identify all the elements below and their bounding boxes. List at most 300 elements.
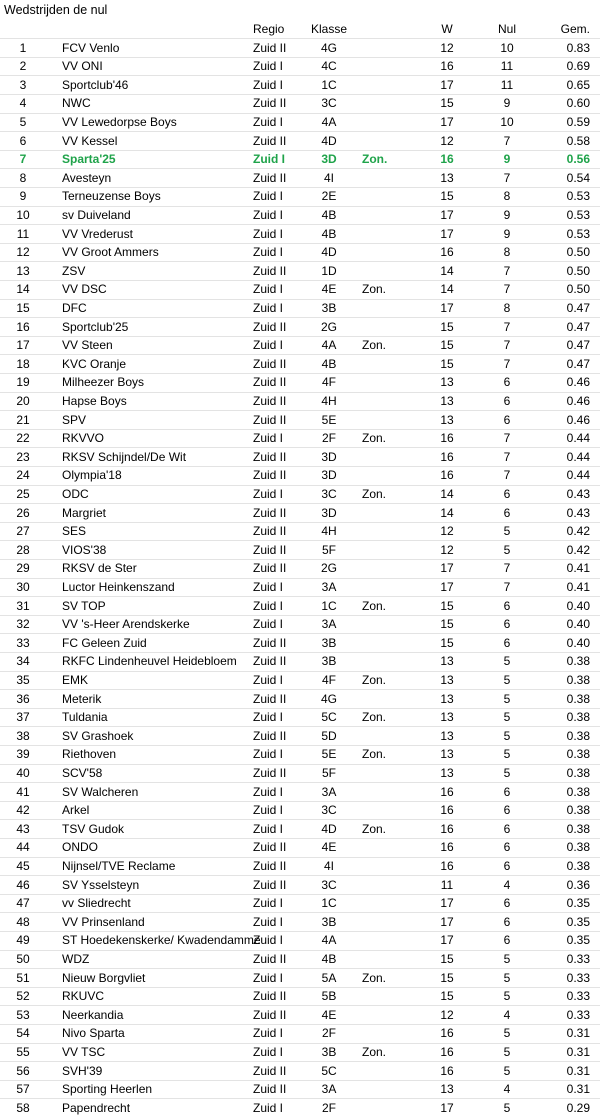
cell-name: VV Steen xyxy=(62,338,113,353)
cell-name: ST Hoedekenskerke/ Kwadendamme xyxy=(62,933,261,948)
cell-nul: 7 xyxy=(503,449,511,464)
cell-regio: Zuid I xyxy=(253,784,284,799)
cell-w: 13 xyxy=(440,654,454,669)
table-row xyxy=(0,373,600,392)
cell-regio: Zuid II xyxy=(253,133,287,148)
cell-name: RKSV de Ster xyxy=(62,561,137,576)
cell-nul: 7 xyxy=(503,356,511,371)
table-row xyxy=(0,76,600,95)
cell-gem: 0.42 xyxy=(566,542,590,557)
cell-note: Zon. xyxy=(362,152,388,167)
table-row xyxy=(0,1080,600,1099)
table-row xyxy=(0,987,600,1006)
cell-nul: 10 xyxy=(500,115,514,129)
cell-klasse: 5D xyxy=(321,728,337,743)
cell-nul: 5 xyxy=(503,710,511,725)
cell-regio: Zuid II xyxy=(253,1082,287,1097)
cell-name: ZSV xyxy=(62,263,86,278)
header-w: W xyxy=(441,22,453,36)
cell-regio: Zuid I xyxy=(253,1045,284,1059)
cell-rank: 42 xyxy=(16,803,30,818)
cell-gem: 0.43 xyxy=(566,487,590,501)
cell-klasse: 3B xyxy=(321,654,337,669)
cell-regio: Zuid II xyxy=(253,170,287,185)
cell-regio: Zuid I xyxy=(253,747,284,762)
cell-gem: 0.38 xyxy=(566,840,590,855)
cell-note: Zon. xyxy=(362,431,387,446)
cell-gem: 0.35 xyxy=(566,914,590,929)
cell-w: 15 xyxy=(440,96,454,111)
cell-nul: 7 xyxy=(503,263,511,278)
cell-gem: 0.50 xyxy=(566,263,590,278)
cell-regio: Zuid II xyxy=(253,561,287,576)
cell-klasse: 4A xyxy=(321,933,337,948)
cell-name: Sportclub'25 xyxy=(62,319,129,334)
cell-note: Zon. xyxy=(362,282,387,297)
cell-name: Olympia'18 xyxy=(62,468,122,483)
table-row xyxy=(0,132,600,151)
cell-nul: 6 xyxy=(503,635,511,650)
cell-nul: 4 xyxy=(503,1007,511,1022)
cell-klasse: 3B xyxy=(321,301,337,315)
table-row xyxy=(0,801,600,820)
cell-rank: 47 xyxy=(16,896,30,911)
cell-regio: Zuid I xyxy=(253,208,284,222)
cell-regio: Zuid II xyxy=(253,468,287,483)
cell-regio: Zuid I xyxy=(253,226,284,241)
cell-rank: 46 xyxy=(16,877,30,892)
table-row xyxy=(0,708,600,727)
cell-rank: 39 xyxy=(16,747,30,762)
table-row xyxy=(0,559,600,578)
cell-gem: 0.38 xyxy=(566,691,590,706)
header-regio: Regio xyxy=(253,22,285,36)
cell-nul: 5 xyxy=(503,1063,511,1078)
cell-note: Zon. xyxy=(362,338,387,353)
cell-regio: Zuid I xyxy=(253,673,284,687)
cell-klasse: 5C xyxy=(321,710,337,725)
cell-nul: 6 xyxy=(503,896,511,911)
cell-nul: 7 xyxy=(503,431,511,446)
cell-name: SCV'58 xyxy=(62,766,103,780)
cell-rank: 2 xyxy=(19,59,27,74)
cell-gem: 0.42 xyxy=(566,524,590,539)
cell-klasse: 4I xyxy=(323,859,334,873)
cell-klasse: 2F xyxy=(321,1100,336,1115)
cell-name: Terneuzense Boys xyxy=(62,189,161,204)
cell-rank: 54 xyxy=(16,1026,30,1041)
cell-regio: Zuid I xyxy=(253,617,284,632)
cell-w: 13 xyxy=(440,394,454,408)
cell-klasse: 3A xyxy=(321,580,337,594)
cell-regio: Zuid II xyxy=(253,96,287,111)
cell-name: Arkel xyxy=(62,803,90,818)
cell-klasse: 3C xyxy=(321,803,337,818)
table-row xyxy=(0,1062,600,1081)
cell-klasse: 1D xyxy=(321,263,337,278)
cell-regio: Zuid I xyxy=(253,487,284,501)
cell-gem: 0.31 xyxy=(566,1026,590,1041)
cell-klasse: 3A xyxy=(321,1082,337,1097)
cell-name: Avesteyn xyxy=(62,170,112,185)
cell-klasse: 3D xyxy=(321,152,337,167)
cell-rank: 19 xyxy=(16,375,30,390)
table-row xyxy=(0,1006,600,1025)
table-row xyxy=(0,355,600,374)
cell-klasse: 4E xyxy=(321,840,337,855)
cell-w: 13 xyxy=(440,673,454,687)
cell-w: 17 xyxy=(440,914,454,929)
cell-gem: 0.41 xyxy=(566,580,590,594)
cell-note: Zon. xyxy=(362,487,387,501)
cell-regio: Zuid II xyxy=(253,1007,287,1022)
cell-nul: 5 xyxy=(503,1045,511,1059)
cell-gem: 0.46 xyxy=(566,375,590,390)
cell-klasse: 1C xyxy=(321,598,337,613)
cell-regio: Zuid I xyxy=(253,338,284,353)
cell-name: TSV Gudok xyxy=(62,821,125,836)
table-row xyxy=(0,820,600,839)
table-row xyxy=(0,187,600,206)
cell-name: SV TOP xyxy=(62,598,106,613)
cell-regio: Zuid I xyxy=(253,301,284,315)
cell-klasse: 4B xyxy=(321,226,337,241)
cell-nul: 5 xyxy=(503,524,511,539)
cell-name: RKVVO xyxy=(62,431,105,446)
cell-rank: 13 xyxy=(16,263,30,278)
cell-w: 15 xyxy=(440,617,454,632)
cell-nul: 5 xyxy=(503,766,511,780)
cell-gem: 0.60 xyxy=(566,96,590,111)
table-row xyxy=(0,652,600,671)
cell-nul: 6 xyxy=(503,840,511,855)
cell-gem: 0.31 xyxy=(566,1063,590,1078)
cell-nul: 6 xyxy=(503,487,511,501)
cell-nul: 5 xyxy=(503,654,511,669)
cell-regio: Zuid I xyxy=(253,59,284,74)
cell-klasse: 3C xyxy=(321,487,337,501)
cell-gem: 0.38 xyxy=(566,747,590,762)
cell-name: VV TSC xyxy=(62,1045,106,1059)
cell-regio: Zuid II xyxy=(253,989,287,1004)
cell-rank: 35 xyxy=(16,673,30,687)
table-row xyxy=(0,392,600,411)
cell-gem: 0.38 xyxy=(566,710,590,725)
cell-regio: Zuid I xyxy=(253,821,284,836)
cell-gem: 0.83 xyxy=(566,40,590,55)
cell-name: FCV Venlo xyxy=(62,40,120,55)
cell-w: 17 xyxy=(440,896,454,911)
cell-name: VV DSC xyxy=(62,282,107,297)
table-row xyxy=(0,783,600,802)
cell-w: 16 xyxy=(440,1045,454,1059)
cell-gem: 0.50 xyxy=(566,245,590,260)
cell-klasse: 4H xyxy=(321,394,337,408)
cell-w: 12 xyxy=(440,1007,454,1022)
cell-gem: 0.31 xyxy=(566,1045,590,1059)
cell-regio: Zuid I xyxy=(253,970,284,985)
cell-rank: 30 xyxy=(16,580,30,594)
cell-klasse: 3A xyxy=(321,617,337,632)
cell-w: 14 xyxy=(440,505,454,520)
cell-rank: 32 xyxy=(16,617,30,632)
cell-name: Meterik xyxy=(62,691,102,706)
cell-nul: 6 xyxy=(503,412,511,427)
cell-w: 16 xyxy=(440,840,454,855)
cell-name: Neerkandia xyxy=(62,1007,124,1022)
cell-rank: 31 xyxy=(16,598,30,613)
cell-w: 14 xyxy=(440,282,454,297)
cell-gem: 0.31 xyxy=(566,1082,590,1097)
cell-nul: 7 xyxy=(503,319,511,334)
cell-klasse: 4E xyxy=(321,1007,337,1022)
cell-regio: Zuid II xyxy=(253,40,287,55)
table-row xyxy=(0,764,600,783)
cell-w: 14 xyxy=(440,263,454,278)
cell-rank: 1 xyxy=(19,40,27,55)
cell-w: 17 xyxy=(440,580,454,594)
cell-gem: 0.33 xyxy=(566,970,590,985)
cell-rank: 58 xyxy=(16,1100,30,1115)
cell-gem: 0.33 xyxy=(566,1007,590,1022)
cell-rank: 22 xyxy=(16,431,30,446)
cell-rank: 36 xyxy=(16,691,30,706)
cell-rank: 38 xyxy=(16,728,30,743)
table-row xyxy=(0,931,600,950)
cell-gem: 0.35 xyxy=(566,933,590,948)
cell-w: 13 xyxy=(440,412,454,427)
cell-klasse: 3B xyxy=(321,635,337,650)
cell-name: Papendrecht xyxy=(62,1100,131,1115)
cell-nul: 6 xyxy=(503,784,511,799)
table-row xyxy=(0,466,600,485)
cell-nul: 4 xyxy=(503,1082,511,1097)
cell-name: Hapse Boys xyxy=(62,394,127,408)
cell-nul: 6 xyxy=(503,617,511,632)
table-row xyxy=(0,243,600,262)
cell-w: 13 xyxy=(440,728,454,743)
cell-rank: 43 xyxy=(16,821,30,836)
sheet-title: Wedstrijden de nul xyxy=(4,3,108,17)
cell-klasse: 5E xyxy=(321,412,337,427)
cell-rank: 55 xyxy=(16,1045,30,1059)
cell-gem: 0.38 xyxy=(566,673,590,687)
cell-klasse: 4C xyxy=(321,59,337,74)
cell-w: 11 xyxy=(440,877,454,892)
cell-gem: 0.38 xyxy=(566,728,590,743)
cell-klasse: 5A xyxy=(321,970,337,985)
cell-regio: Zuid II xyxy=(253,356,287,371)
cell-rank: 23 xyxy=(16,449,30,464)
cell-rank: 52 xyxy=(16,989,30,1004)
cell-regio: Zuid I xyxy=(253,152,285,167)
cell-name: Margriet xyxy=(62,505,107,520)
cell-nul: 8 xyxy=(503,245,511,260)
cell-regio: Zuid I xyxy=(253,914,284,929)
cell-nul: 4 xyxy=(503,877,511,892)
cell-klasse: 1C xyxy=(321,77,337,92)
cell-klasse: 4I xyxy=(323,170,334,185)
cell-klasse: 4D xyxy=(321,821,337,836)
cell-name: RKFC Lindenheuvel Heidebloem xyxy=(62,654,237,669)
cell-rank: 50 xyxy=(16,952,30,966)
cell-regio: Zuid II xyxy=(253,1063,287,1078)
table-row xyxy=(0,318,600,337)
table-row xyxy=(0,745,600,764)
cell-name: Nieuw Borgvliet xyxy=(62,970,146,985)
cell-rank: 44 xyxy=(16,840,30,855)
table-row xyxy=(0,1043,600,1062)
cell-rank: 29 xyxy=(16,561,30,576)
table-row xyxy=(0,169,600,188)
cell-gem: 0.47 xyxy=(566,319,590,334)
table-row xyxy=(0,671,600,690)
cell-w: 13 xyxy=(440,710,454,725)
cell-rank: 34 xyxy=(16,654,30,669)
cell-name: SV Grashoek xyxy=(62,728,134,743)
cell-w: 15 xyxy=(440,319,454,334)
cell-name: VV 's-Heer Arendskerke xyxy=(62,617,190,632)
cell-rank: 18 xyxy=(16,356,30,371)
cell-rank: 53 xyxy=(16,1007,30,1022)
cell-regio: Zuid II xyxy=(253,766,287,780)
cell-w: 16 xyxy=(440,449,454,464)
cell-nul: 6 xyxy=(503,821,511,836)
table-row xyxy=(0,615,600,634)
cell-nul: 6 xyxy=(503,914,511,929)
cell-nul: 9 xyxy=(503,152,511,167)
cell-klasse: 3D xyxy=(321,449,337,464)
cell-w: 14 xyxy=(440,487,454,501)
table-row xyxy=(0,522,600,541)
cell-rank: 24 xyxy=(16,468,30,483)
cell-nul: 6 xyxy=(503,375,511,390)
cell-name: VV Lewedorpse Boys xyxy=(62,115,177,129)
cell-gem: 0.53 xyxy=(566,226,590,241)
cell-rank: 14 xyxy=(16,282,30,297)
cell-klasse: 2G xyxy=(320,319,337,334)
cell-nul: 5 xyxy=(503,952,511,966)
cell-gem: 0.58 xyxy=(566,133,590,148)
cell-nul: 6 xyxy=(503,803,511,818)
cell-rank: 20 xyxy=(16,394,30,408)
table-row xyxy=(0,578,600,597)
cell-regio: Zuid I xyxy=(253,896,284,911)
cell-regio: Zuid II xyxy=(253,542,287,557)
cell-klasse: 2F xyxy=(321,431,336,446)
cell-regio: Zuid I xyxy=(253,245,284,260)
cell-name: DFC xyxy=(62,301,87,315)
cell-name: NWC xyxy=(62,96,91,111)
cell-w: 12 xyxy=(440,524,454,539)
table-row xyxy=(0,727,600,746)
cell-klasse: 5F xyxy=(321,766,336,780)
cell-nul: 5 xyxy=(503,691,511,706)
table-row xyxy=(0,913,600,932)
table-row xyxy=(0,838,600,857)
table-row xyxy=(0,262,600,281)
cell-rank: 15 xyxy=(16,301,30,315)
cell-rank: 11 xyxy=(16,226,30,241)
table-row xyxy=(0,206,600,225)
cell-klasse: 5E xyxy=(321,747,337,762)
cell-name: KVC Oranje xyxy=(62,356,127,371)
table-row xyxy=(0,1024,600,1043)
table-row xyxy=(0,969,600,988)
cell-name: sv Duiveland xyxy=(62,208,131,222)
cell-name: Nivo Sparta xyxy=(62,1026,125,1041)
table-row xyxy=(0,448,600,467)
cell-klasse: 3C xyxy=(321,96,337,111)
cell-name: VV Prinsenland xyxy=(62,914,145,929)
cell-rank: 12 xyxy=(16,245,30,260)
cell-w: 17 xyxy=(440,115,454,129)
cell-regio: Zuid I xyxy=(253,710,284,725)
cell-w: 17 xyxy=(440,561,454,576)
cell-name: Sparta'25 xyxy=(62,152,116,167)
table-row xyxy=(0,94,600,113)
cell-gem: 0.33 xyxy=(566,989,590,1004)
cell-klasse: 2F xyxy=(321,1026,336,1041)
cell-nul: 5 xyxy=(503,970,511,985)
cell-klasse: 4D xyxy=(321,133,337,148)
cell-nul: 6 xyxy=(503,933,511,948)
cell-w: 15 xyxy=(440,952,454,966)
cell-w: 15 xyxy=(440,338,454,353)
cell-w: 12 xyxy=(440,133,454,148)
cell-klasse: 4B xyxy=(321,356,337,371)
cell-klasse: 3C xyxy=(321,877,337,892)
cell-nul: 5 xyxy=(503,747,511,762)
cell-regio: Zuid I xyxy=(253,431,284,446)
cell-klasse: 4G xyxy=(320,40,337,55)
table-row xyxy=(0,280,600,299)
cell-regio: Zuid I xyxy=(253,598,284,613)
cell-gem: 0.38 xyxy=(566,859,590,873)
cell-w: 15 xyxy=(440,635,454,650)
cell-klasse: 4B xyxy=(321,208,337,222)
cell-regio: Zuid I xyxy=(253,282,284,297)
cell-klasse: 4F xyxy=(321,673,336,687)
cell-nul: 9 xyxy=(503,96,511,111)
cell-name: Sportclub'46 xyxy=(62,77,129,92)
cell-gem: 0.40 xyxy=(566,617,590,632)
cell-w: 16 xyxy=(440,59,454,74)
cell-klasse: 4A xyxy=(321,338,337,353)
cell-w: 16 xyxy=(440,152,454,167)
table-row xyxy=(0,950,600,969)
cell-rank: 56 xyxy=(16,1063,30,1078)
table-row xyxy=(0,411,600,430)
cell-rank: 10 xyxy=(16,208,30,222)
cell-klasse: 4F xyxy=(321,375,336,390)
cell-klasse: 2G xyxy=(320,561,337,576)
cell-name: VV Vrederust xyxy=(62,226,133,241)
cell-klasse: 4H xyxy=(321,524,337,539)
cell-rank: 57 xyxy=(16,1082,30,1097)
header-gem: Gem. xyxy=(560,22,590,36)
cell-nul: 5 xyxy=(503,989,511,1004)
cell-regio: Zuid II xyxy=(253,859,287,873)
cell-nul: 11 xyxy=(500,59,514,74)
cell-gem: 0.40 xyxy=(566,598,590,613)
cell-name: VV Groot Ammers xyxy=(62,245,159,260)
cell-name: Riethoven xyxy=(62,747,117,762)
cell-rank: 16 xyxy=(16,319,30,334)
cell-nul: 8 xyxy=(503,189,511,204)
cell-gem: 0.38 xyxy=(566,821,590,836)
cell-regio: Zuid II xyxy=(253,691,287,706)
